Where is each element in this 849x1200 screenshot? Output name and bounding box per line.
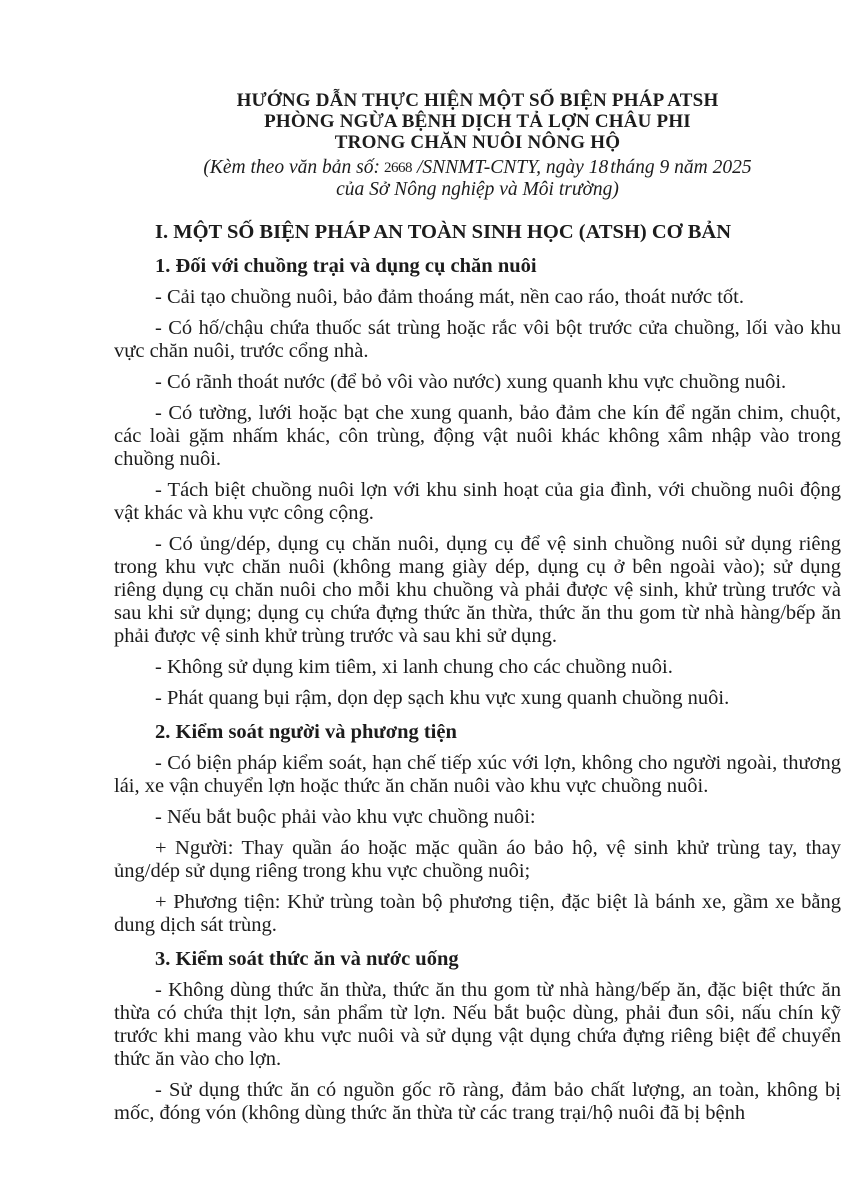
document-body bbox=[114, 221, 841, 1125]
para: - Cải tạo chuồng nuôi, bảo đảm thoáng mát, nền cao ráo, thoát nước tốt. bbox=[155, 286, 744, 308]
document-subtitle bbox=[114, 157, 841, 201]
sub-heading: 3. Kiểm soát thức ăn và nước uống bbox=[155, 948, 459, 970]
section-heading: I. MỘT SỐ BIỆN PHÁP AN TOÀN SINH HỌC (ATSH) CƠ BẢN bbox=[155, 221, 731, 243]
document-subtitle-line-2: của Sở Nông nghiệp và Môi trường) bbox=[336, 179, 619, 200]
document-header bbox=[114, 90, 841, 201]
para: + Phương tiện: Khử trùng toàn bộ phương tiện, đặc biệt là bánh xe, gầm xe bằng dung dịch sát trùng. bbox=[114, 891, 841, 936]
document-title-line-1: HƯỚNG DẪN THỰC HIỆN MỘT SỐ BIỆN PHÁP ATSH bbox=[236, 90, 719, 111]
document-subtitle-line-1 bbox=[114, 157, 841, 179]
document-title-line-3: TRONG CHĂN NUÔI NÔNG HỘ bbox=[334, 132, 621, 153]
para: - Có rãnh thoát nước (để bỏ vôi vào nước) xung quanh khu vực chuồng nuôi. bbox=[155, 371, 787, 393]
sub-heading: 1. Đối với chuồng trại và dụng cụ chăn nuôi bbox=[155, 255, 537, 277]
subtitle-suffix: tháng 9 năm 2025 bbox=[610, 157, 752, 178]
para: - Có tường, lưới hoặc bạt che xung quanh, bảo đảm che kín để ngăn chim, chuột, các loài gặm nhấm khác, côn trùng, động vật nuôi khác không xâm nhập vào trong chuồng nuôi. bbox=[114, 402, 841, 470]
sub-heading: 2. Kiểm soát người và phương tiện bbox=[155, 721, 457, 743]
para: - Không sử dụng kim tiêm, xi lanh chung cho các chuồng nuôi. bbox=[155, 656, 673, 678]
para: - Sử dụng thức ăn có nguồn gốc rõ ràng, đảm bảo chất lượng, an toàn, không bị mốc, đóng vón (không dùng thức ăn thừa từ các trang trại/hộ nuôi đã bị bệnh bbox=[114, 1079, 841, 1124]
document-day: 18 bbox=[588, 157, 609, 178]
para: - Có hố/chậu chứa thuốc sát trùng hoặc rắc vôi bột trước cửa chuồng, lối vào khu vực chăn nuôi, trước cổng nhà. bbox=[114, 317, 841, 362]
subtitle-mid: /SNNMT-CNTY, ngày bbox=[416, 157, 584, 178]
para: - Nếu bắt buộc phải vào khu vực chuồng nuôi: bbox=[155, 806, 536, 828]
document-number: 2668 bbox=[383, 160, 412, 176]
para: - Không dùng thức ăn thừa, thức ăn thu gom từ nhà hàng/bếp ăn, đặc biệt thức ăn thừa có chứa thịt lợn, sản phẩm từ lợn. Nếu bắt buộc dùng, phải đun sôi, nấu chín kỹ trước khi mang vào khu vực nuôi và sử dụng vật dụng chứa đựng riêng biệt để chuyển thức ăn vào cho lợn. bbox=[114, 979, 841, 1070]
para: + Người: Thay quần áo hoặc mặc quần áo bảo hộ, vệ sinh khử trùng tay, thay ủng/dép sử dụng riêng trong khu vực chuồng nuôi; bbox=[114, 837, 841, 882]
para: - Có ủng/dép, dụng cụ chăn nuôi, dụng cụ để vệ sinh chuồng nuôi sử dụng riêng trong khu vực chăn nuôi (không mang giày dép, dụng cụ ở bên ngoài vào); sử dụng riêng dụng cụ chăn nuôi cho mỗi khu chuồng và phải được vệ sinh, khử trùng trước và sau khi sử dụng; dụng cụ chứa đựng thức ăn thừa, thức ăn thu gom từ nhà hàng/bếp ăn phải được vệ sinh khử trùng trước và sau khi sử dụng. bbox=[114, 533, 841, 647]
para: - Có biện pháp kiểm soát, hạn chế tiếp xúc với lợn, không cho người ngoài, thương lái, xe vận chuyển lợn hoặc thức ăn chăn nuôi vào khu vực chuồng nuôi. bbox=[114, 752, 841, 797]
subtitle-prefix: (Kèm theo văn bản số: bbox=[203, 157, 380, 178]
para: - Tách biệt chuồng nuôi lợn với khu sinh hoạt của gia đình, với chuồng nuôi động vật khác và khu vực công cộng. bbox=[114, 479, 841, 524]
para: - Phát quang bụi rậm, dọn dẹp sạch khu vực xung quanh chuồng nuôi. bbox=[155, 687, 730, 709]
document-title-line-2: PHÒNG NGỪA BỆNH DỊCH TẢ LỢN CHÂU PHI bbox=[264, 111, 691, 132]
